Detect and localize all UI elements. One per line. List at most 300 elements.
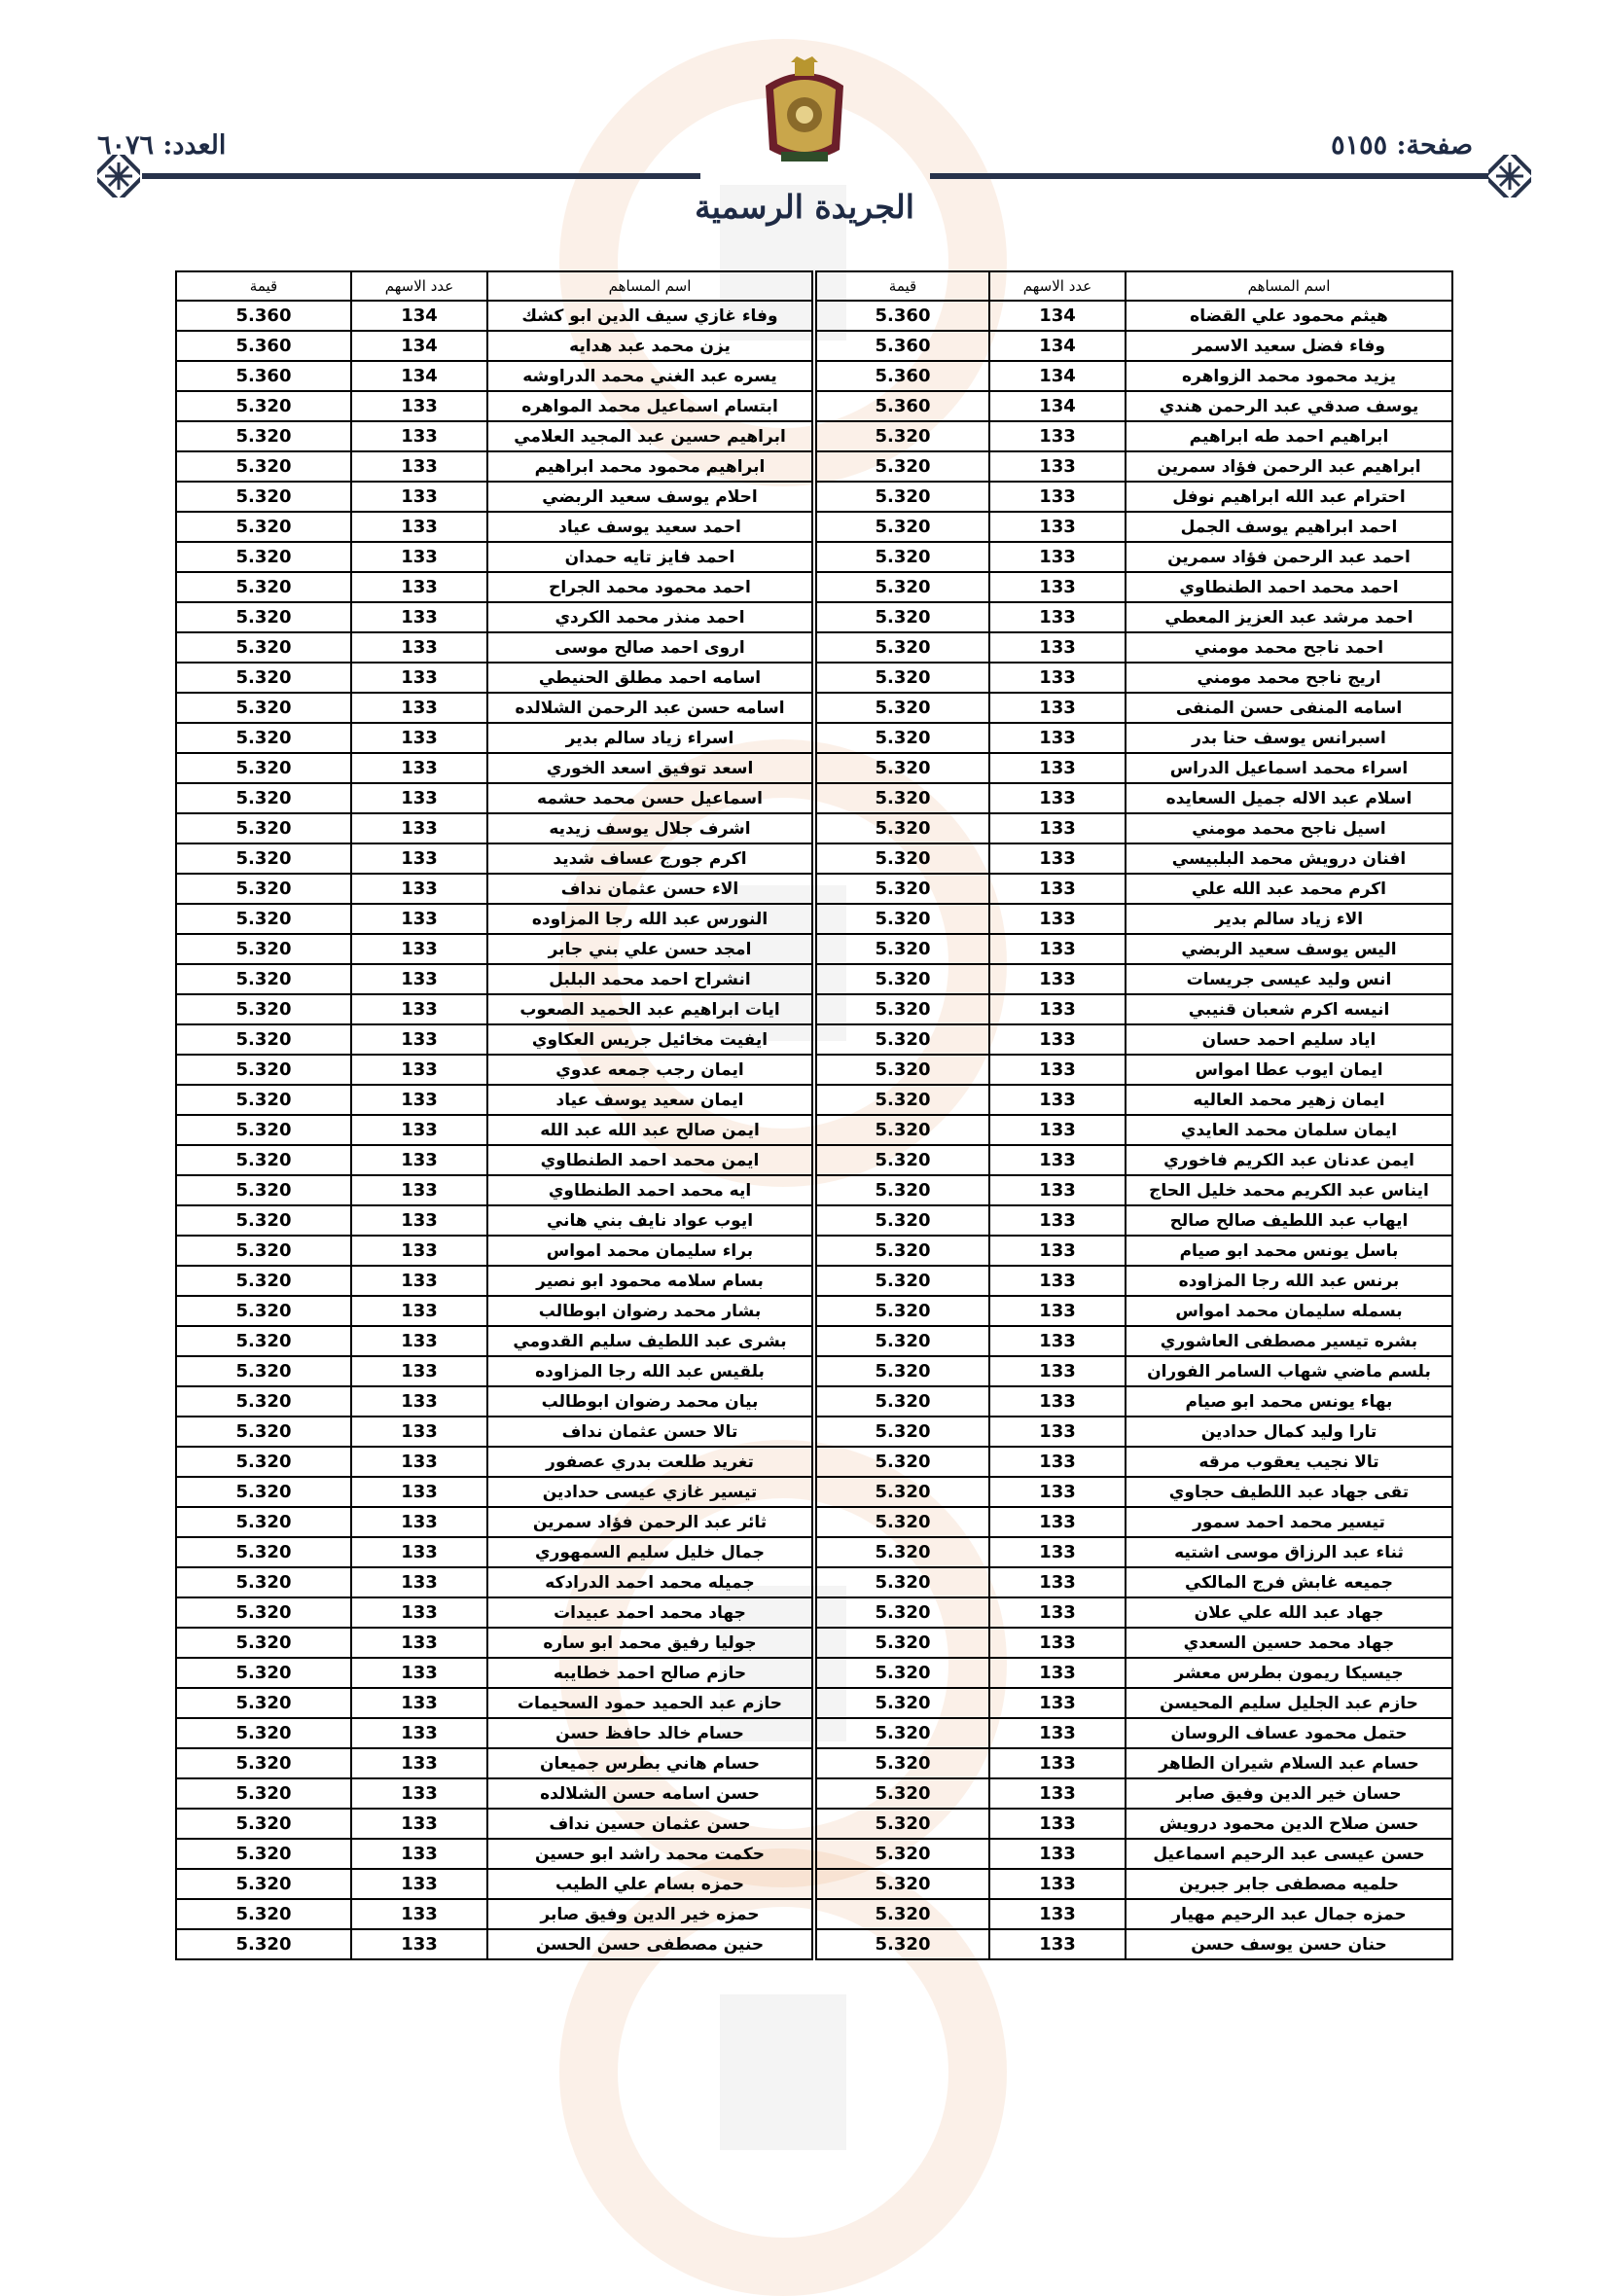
- shareholder-name-cell: حسام خالد حافظ حسن: [487, 1718, 814, 1748]
- share-value-cell: 5.320: [814, 1869, 989, 1899]
- share-count-cell: 133: [351, 663, 487, 693]
- share-value-cell: 5.320: [814, 1718, 989, 1748]
- share-value-cell: 5.320: [176, 1085, 351, 1115]
- share-value-cell: 5.320: [814, 1507, 989, 1537]
- shareholder-name-cell: حسام هاني بطرس جميعان: [487, 1748, 814, 1778]
- share-value-cell: 5.320: [176, 1055, 351, 1085]
- shareholder-name-cell: حمزه بسام علي الطيب: [487, 1869, 814, 1899]
- share-count-cell: 133: [989, 1236, 1126, 1266]
- share-count-cell: 133: [351, 1356, 487, 1386]
- share-count-cell: 133: [989, 482, 1126, 512]
- shareholder-name-cell: ايات ابراهيم عبد الحميد الصعوب: [487, 994, 814, 1024]
- table-row: [176, 1205, 1452, 1236]
- header-rule-right: [930, 173, 1488, 179]
- shareholder-name-cell: بلسم ماضي شهاب السامر الفوران: [1126, 1356, 1452, 1386]
- share-count-cell: 133: [351, 1145, 487, 1175]
- shareholder-name-cell: النورس عبد الله رجا المزاوده: [487, 904, 814, 934]
- share-count-cell: 133: [989, 904, 1126, 934]
- shareholder-name-cell: براء سليمان محمد امواس: [487, 1236, 814, 1266]
- shareholder-name-cell: حسام عبد السلام شيران الطاهر: [1126, 1748, 1452, 1778]
- shareholder-name-cell: جهاد عبد الله علي علان: [1126, 1597, 1452, 1628]
- share-value-cell: 5.320: [176, 1145, 351, 1175]
- share-count-cell: 133: [989, 512, 1126, 542]
- share-value-cell: 5.320: [814, 1688, 989, 1718]
- share-count-cell: 133: [351, 1507, 487, 1537]
- column-header-name: اسم المساهم: [1126, 271, 1452, 301]
- table-row: [176, 1688, 1452, 1718]
- share-value-cell: 5.320: [176, 1115, 351, 1145]
- share-count-cell: 134: [351, 331, 487, 361]
- shareholder-name-cell: باسل يونس محمد ابو صيام: [1126, 1236, 1452, 1266]
- table-row: [176, 1266, 1452, 1296]
- shareholder-name-cell: حمزه خير الدين وفيق صابر: [487, 1899, 814, 1929]
- share-value-cell: 5.320: [176, 1748, 351, 1778]
- share-value-cell: 5.320: [814, 1296, 989, 1326]
- share-value-cell: 5.320: [176, 1205, 351, 1236]
- share-value-cell: 5.320: [176, 512, 351, 542]
- share-count-cell: 133: [989, 1386, 1126, 1417]
- shareholder-name-cell: انيسه اكرم شعبان قنيبي: [1126, 994, 1452, 1024]
- share-value-cell: 5.320: [176, 1929, 351, 1959]
- share-count-cell: 133: [351, 693, 487, 723]
- table-row: [176, 1839, 1452, 1869]
- share-value-cell: 5.320: [176, 1839, 351, 1869]
- share-count-cell: 133: [351, 994, 487, 1024]
- shareholder-name-cell: اروى احمد صالح موسى: [487, 632, 814, 663]
- share-count-cell: 133: [989, 1417, 1126, 1447]
- share-value-cell: 5.360: [176, 301, 351, 331]
- issue-number-label: العدد: ٦٠٧٦: [97, 130, 227, 161]
- share-count-cell: 133: [351, 1085, 487, 1115]
- share-count-cell: 133: [989, 1567, 1126, 1597]
- share-count-cell: 133: [351, 934, 487, 964]
- share-count-cell: 133: [351, 1597, 487, 1628]
- shareholder-name-cell: اسلام عبد الاله جميل السعايده: [1126, 783, 1452, 813]
- table-row: [176, 693, 1452, 723]
- share-value-cell: 5.320: [176, 1386, 351, 1417]
- share-count-cell: 133: [989, 1809, 1126, 1839]
- shareholder-name-cell: بشار محمد رضوان ابوطالب: [487, 1296, 814, 1326]
- share-count-cell: 133: [351, 1447, 487, 1477]
- shareholder-name-cell: حازم عبد الحميد حمود السحيمات: [487, 1688, 814, 1718]
- share-count-cell: 133: [989, 843, 1126, 874]
- shareholder-name-cell: امجد حسن علي بني جابر: [487, 934, 814, 964]
- shareholder-name-cell: احمد مرشد عبد العزيز المعطي: [1126, 602, 1452, 632]
- shareholder-name-cell: اسبرانس يوسف حنا بدر: [1126, 723, 1452, 753]
- share-value-cell: 5.360: [814, 391, 989, 421]
- share-value-cell: 5.320: [814, 542, 989, 572]
- shareholder-name-cell: اسماعيل حسن محمد حشمه: [487, 783, 814, 813]
- share-count-cell: 133: [351, 1658, 487, 1688]
- table-row: [176, 1748, 1452, 1778]
- shareholder-name-cell: اسيل ناجح محمد مومني: [1126, 813, 1452, 843]
- table-row: [176, 1115, 1452, 1145]
- share-count-cell: 133: [989, 1296, 1126, 1326]
- table-row: [176, 1477, 1452, 1507]
- shareholder-name-cell: تغريد طلعت بدري عصفور: [487, 1447, 814, 1477]
- share-count-cell: 133: [351, 1718, 487, 1748]
- table-row: [176, 301, 1452, 331]
- shareholder-name-cell: ايمان ايوب عطا امواس: [1126, 1055, 1452, 1085]
- table-row: [176, 632, 1452, 663]
- share-value-cell: 5.360: [814, 331, 989, 361]
- share-value-cell: 5.320: [814, 1899, 989, 1929]
- shareholder-name-cell: الاء حسن عثمان نداف: [487, 874, 814, 904]
- share-count-cell: 133: [351, 1567, 487, 1597]
- share-count-cell: 133: [989, 1507, 1126, 1537]
- share-count-cell: 133: [351, 843, 487, 874]
- table-row: [176, 1658, 1452, 1688]
- shareholder-name-cell: ايهاب عبد اللطيف صالح صالح: [1126, 1205, 1452, 1236]
- share-count-cell: 133: [351, 1326, 487, 1356]
- shareholder-name-cell: ايناس عبد الكريم محمد خليل الحاج: [1126, 1175, 1452, 1205]
- shareholder-name-cell: ايمان سلمان محمد العايدي: [1126, 1115, 1452, 1145]
- shareholder-name-cell: يسره عبد الغني محمد الدراوشه: [487, 361, 814, 391]
- shareholder-name-cell: اليس يوسف سعيد الربضي: [1126, 934, 1452, 964]
- share-value-cell: 5.320: [814, 904, 989, 934]
- share-count-cell: 133: [989, 1205, 1126, 1236]
- share-count-cell: 133: [351, 1055, 487, 1085]
- share-count-cell: 133: [989, 1537, 1126, 1567]
- shareholder-name-cell: اسامه المنفى حسن المنفى: [1126, 693, 1452, 723]
- shareholder-name-cell: تيسير محمد احمد سمور: [1126, 1507, 1452, 1537]
- shareholder-name-cell: جوليا رفيق محمد ابو ساره: [487, 1628, 814, 1658]
- table-row: [176, 1356, 1452, 1386]
- shareholder-name-cell: احمد محمد احمد الطنطاوي: [1126, 572, 1452, 602]
- table-row: [176, 1567, 1452, 1597]
- share-value-cell: 5.320: [814, 1386, 989, 1417]
- share-value-cell: 5.320: [814, 632, 989, 663]
- share-count-cell: 133: [989, 1447, 1126, 1477]
- table-row: [176, 451, 1452, 482]
- share-count-cell: 133: [351, 1175, 487, 1205]
- share-count-cell: 133: [989, 572, 1126, 602]
- share-count-cell: 133: [989, 1085, 1126, 1115]
- shareholder-name-cell: حمزه جمال عبد الرحيم مهيار: [1126, 1899, 1452, 1929]
- shareholder-name-cell: جهاد محمد احمد عبيدات: [487, 1597, 814, 1628]
- shareholder-name-cell: ثناء عبد الرزاق موسى اشتيه: [1126, 1537, 1452, 1567]
- share-value-cell: 5.320: [176, 1567, 351, 1597]
- share-count-cell: 133: [351, 1929, 487, 1959]
- column-header-shares: عدد الاسهم: [989, 271, 1126, 301]
- shareholder-name-cell: حلميه مصطفى جابر جبرين: [1126, 1869, 1452, 1899]
- shareholder-name-cell: يزن محمد عبد هدايه: [487, 331, 814, 361]
- shareholder-name-cell: تالا نجيب يعقوب مرقه: [1126, 1447, 1452, 1477]
- table-row: [176, 602, 1452, 632]
- share-count-cell: 133: [989, 1839, 1126, 1869]
- shareholder-name-cell: تارا وليد كمال حدادين: [1126, 1417, 1452, 1447]
- shareholder-name-cell: احمد محمود محمد الجراح: [487, 572, 814, 602]
- column-header-name: اسم المساهم: [487, 271, 814, 301]
- shareholder-name-cell: اسراء زياد سالم بدير: [487, 723, 814, 753]
- table-row: [176, 1809, 1452, 1839]
- share-count-cell: 133: [351, 783, 487, 813]
- shareholder-name-cell: اكرم محمد عبد الله علي: [1126, 874, 1452, 904]
- table-row: [176, 1447, 1452, 1477]
- share-value-cell: 5.320: [814, 1145, 989, 1175]
- share-value-cell: 5.320: [176, 813, 351, 843]
- shareholder-name-cell: حسن عثمان حسين نداف: [487, 1809, 814, 1839]
- share-count-cell: 133: [989, 1175, 1126, 1205]
- share-count-cell: 133: [351, 1386, 487, 1417]
- table-row: [176, 1899, 1452, 1929]
- shareholder-name-cell: الاء زياد سالم بدير: [1126, 904, 1452, 934]
- shareholder-name-cell: تقى جهاد عبد اللطيف حجاوي: [1126, 1477, 1452, 1507]
- share-count-cell: 133: [351, 542, 487, 572]
- shareholder-name-cell: انس وليد عيسى جريسات: [1126, 964, 1452, 994]
- table-row: [176, 723, 1452, 753]
- table-row: [176, 361, 1452, 391]
- share-count-cell: 133: [989, 451, 1126, 482]
- share-value-cell: 5.320: [176, 1266, 351, 1296]
- share-count-cell: 133: [989, 1326, 1126, 1356]
- shareholder-name-cell: ابتسام اسماعيل محمد المواهره: [487, 391, 814, 421]
- share-value-cell: 5.320: [176, 451, 351, 482]
- shareholder-name-cell: ايه محمد احمد الطنطاوي: [487, 1175, 814, 1205]
- share-count-cell: 133: [989, 1597, 1126, 1628]
- table-row: [176, 482, 1452, 512]
- share-value-cell: 5.320: [176, 1597, 351, 1628]
- share-count-cell: 133: [989, 753, 1126, 783]
- share-count-cell: 133: [351, 753, 487, 783]
- share-count-cell: 133: [989, 542, 1126, 572]
- table-row: [176, 421, 1452, 451]
- shareholder-name-cell: اسامه حسن عبد الرحمن الشلالده: [487, 693, 814, 723]
- share-value-cell: 5.320: [814, 1236, 989, 1266]
- share-value-cell: 5.320: [814, 1024, 989, 1055]
- share-value-cell: 5.320: [814, 1748, 989, 1778]
- share-count-cell: 133: [989, 1718, 1126, 1748]
- table-row: [176, 1055, 1452, 1085]
- table-row: [176, 1085, 1452, 1115]
- share-value-cell: 5.320: [176, 602, 351, 632]
- share-count-cell: 133: [989, 1055, 1126, 1085]
- share-count-cell: 133: [351, 1839, 487, 1869]
- table-row: [176, 1537, 1452, 1567]
- shareholder-name-cell: احمد فايز تايه حمدان: [487, 542, 814, 572]
- shareholder-name-cell: حازم صالح احمد خطايبه: [487, 1658, 814, 1688]
- header-rule-left: [142, 173, 700, 179]
- table-row: [176, 1597, 1452, 1628]
- share-value-cell: 5.320: [176, 1718, 351, 1748]
- share-count-cell: 133: [351, 1748, 487, 1778]
- shareholder-name-cell: اريج ناجح محمد مومني: [1126, 663, 1452, 693]
- share-count-cell: 133: [351, 602, 487, 632]
- table-row: [176, 1145, 1452, 1175]
- share-count-cell: 133: [351, 1628, 487, 1658]
- share-count-cell: 133: [989, 813, 1126, 843]
- share-value-cell: 5.320: [176, 1809, 351, 1839]
- table-row: [176, 331, 1452, 361]
- share-value-cell: 5.320: [176, 1477, 351, 1507]
- shareholder-name-cell: جهاد محمد حسين السعدي: [1126, 1628, 1452, 1658]
- shareholder-name-cell: حسان خير الدين وفيق صابر: [1126, 1778, 1452, 1809]
- share-value-cell: 5.320: [176, 1869, 351, 1899]
- share-count-cell: 133: [989, 1778, 1126, 1809]
- share-count-cell: 133: [989, 1899, 1126, 1929]
- share-count-cell: 133: [989, 874, 1126, 904]
- share-value-cell: 5.320: [814, 1115, 989, 1145]
- table-row: [176, 783, 1452, 813]
- column-header-shares: عدد الاسهم: [351, 271, 487, 301]
- table-row: [176, 904, 1452, 934]
- shareholder-name-cell: ايمان سعيد يوسف عياد: [487, 1085, 814, 1115]
- share-value-cell: 5.320: [814, 964, 989, 994]
- share-count-cell: 133: [989, 723, 1126, 753]
- share-value-cell: 5.320: [814, 1205, 989, 1236]
- table-row: [176, 1929, 1452, 1959]
- share-count-cell: 133: [989, 602, 1126, 632]
- share-count-cell: 133: [989, 1356, 1126, 1386]
- share-count-cell: 134: [351, 301, 487, 331]
- share-value-cell: 5.320: [814, 874, 989, 904]
- jordan-coat-of-arms-icon: [752, 56, 857, 171]
- share-count-cell: 133: [989, 1869, 1126, 1899]
- share-value-cell: 5.360: [176, 331, 351, 361]
- share-count-cell: 133: [989, 632, 1126, 663]
- share-value-cell: 5.320: [176, 1447, 351, 1477]
- share-value-cell: 5.320: [814, 783, 989, 813]
- table-row: [176, 1326, 1452, 1356]
- share-value-cell: 5.360: [814, 361, 989, 391]
- share-value-cell: 5.320: [176, 1356, 351, 1386]
- share-count-cell: 133: [351, 1236, 487, 1266]
- shareholder-name-cell: جميله محمد احمد الدرادكه: [487, 1567, 814, 1597]
- share-value-cell: 5.320: [176, 1175, 351, 1205]
- share-value-cell: 5.320: [176, 632, 351, 663]
- table-row: [176, 1175, 1452, 1205]
- share-count-cell: 133: [989, 663, 1126, 693]
- share-value-cell: 5.320: [814, 572, 989, 602]
- share-value-cell: 5.320: [814, 1537, 989, 1567]
- shareholder-name-cell: ابراهيم حسين عبد المجيد العلامي: [487, 421, 814, 451]
- share-value-cell: 5.320: [176, 1417, 351, 1447]
- table-row: [176, 753, 1452, 783]
- share-value-cell: 5.320: [176, 1778, 351, 1809]
- share-value-cell: 5.320: [814, 994, 989, 1024]
- table-row: [176, 542, 1452, 572]
- share-count-cell: 133: [351, 1477, 487, 1507]
- share-value-cell: 5.320: [176, 1236, 351, 1266]
- table-row: [176, 1417, 1452, 1447]
- share-count-cell: 133: [351, 1899, 487, 1929]
- share-count-cell: 133: [351, 451, 487, 482]
- shareholder-name-cell: ايمن عدنان عبد الكريم فاخوري: [1126, 1145, 1452, 1175]
- shareholder-name-cell: اياد سليم احمد حسان: [1126, 1024, 1452, 1055]
- table-row: [176, 1778, 1452, 1809]
- shareholder-name-cell: انشراح احمد محمد البلبل: [487, 964, 814, 994]
- table-header-row: [176, 271, 1452, 301]
- table-row: [176, 1386, 1452, 1417]
- share-value-cell: 5.320: [814, 451, 989, 482]
- share-value-cell: 5.320: [176, 1537, 351, 1567]
- share-value-cell: 5.320: [176, 874, 351, 904]
- share-count-cell: 133: [989, 964, 1126, 994]
- shareholder-name-cell: حنان حسن يوسف حسن: [1126, 1929, 1452, 1959]
- page-number-label: صفحة: ٥١٥٥: [1331, 130, 1473, 161]
- share-value-cell: 5.320: [176, 723, 351, 753]
- share-count-cell: 133: [351, 1024, 487, 1055]
- share-count-cell: 133: [351, 1296, 487, 1326]
- shareholder-name-cell: بسام سلامه محمود ابو نصير: [487, 1266, 814, 1296]
- share-value-cell: 5.320: [176, 904, 351, 934]
- table-row: [176, 1628, 1452, 1658]
- share-count-cell: 133: [989, 934, 1126, 964]
- share-value-cell: 5.320: [176, 1296, 351, 1326]
- share-count-cell: 133: [989, 421, 1126, 451]
- share-value-cell: 5.320: [176, 994, 351, 1024]
- share-value-cell: 5.320: [814, 1356, 989, 1386]
- share-count-cell: 133: [351, 482, 487, 512]
- share-value-cell: 5.320: [814, 693, 989, 723]
- share-count-cell: 133: [989, 1115, 1126, 1145]
- share-count-cell: 133: [351, 1537, 487, 1567]
- share-count-cell: 133: [351, 512, 487, 542]
- share-value-cell: 5.320: [176, 1688, 351, 1718]
- shareholder-name-cell: حكمت محمد راشد ابو حسين: [487, 1839, 814, 1869]
- shareholder-name-cell: جمال خليل سليم السمهوري: [487, 1537, 814, 1567]
- shareholder-name-cell: ثائر عبد الرحمن فؤاد سمرين: [487, 1507, 814, 1537]
- shareholder-name-cell: ابراهيم احمد طه ابراهيم: [1126, 421, 1452, 451]
- table-row: [176, 1296, 1452, 1326]
- table-row: [176, 1024, 1452, 1055]
- shareholder-name-cell: اسعد توفيق اسعد الخوري: [487, 753, 814, 783]
- table-row: [176, 1507, 1452, 1537]
- share-value-cell: 5.320: [814, 482, 989, 512]
- shareholder-name-cell: اشرف جلال يوسف زيديه: [487, 813, 814, 843]
- shareholder-name-cell: ابراهيم محمود محمد ابراهيم: [487, 451, 814, 482]
- shareholder-name-cell: احمد ناجح محمد مومني: [1126, 632, 1452, 663]
- table-row: [176, 572, 1452, 602]
- share-value-cell: 5.320: [814, 1929, 989, 1959]
- share-count-cell: 133: [351, 632, 487, 663]
- share-count-cell: 133: [351, 1115, 487, 1145]
- share-value-cell: 5.320: [176, 1326, 351, 1356]
- share-count-cell: 133: [351, 904, 487, 934]
- shareholder-name-cell: بسمله سليمان محمد امواس: [1126, 1296, 1452, 1326]
- shareholder-name-cell: ايفيت مخائيل جريس العكاوي: [487, 1024, 814, 1055]
- share-count-cell: 133: [351, 964, 487, 994]
- share-value-cell: 5.320: [814, 1567, 989, 1597]
- share-value-cell: 5.320: [814, 421, 989, 451]
- share-count-cell: 133: [989, 783, 1126, 813]
- shareholder-name-cell: وفاء غازي سيف الدين ابو كشك: [487, 301, 814, 331]
- share-value-cell: 5.320: [176, 693, 351, 723]
- share-value-cell: 5.320: [814, 1778, 989, 1809]
- table-row: [176, 843, 1452, 874]
- share-count-cell: 133: [989, 1024, 1126, 1055]
- share-value-cell: 5.320: [814, 813, 989, 843]
- shareholder-name-cell: تالا حسن عثمان نداف: [487, 1417, 814, 1447]
- share-value-cell: 5.320: [176, 783, 351, 813]
- share-value-cell: 5.320: [176, 391, 351, 421]
- shareholder-name-cell: اكرم جورج عساف شديد: [487, 843, 814, 874]
- shareholder-name-cell: حسن صلاح الدين محمود درويش: [1126, 1809, 1452, 1839]
- shareholder-name-cell: ايمن صالح عبد الله عبد الله: [487, 1115, 814, 1145]
- share-count-cell: 133: [989, 1145, 1126, 1175]
- table-row: [176, 391, 1452, 421]
- share-value-cell: 5.320: [814, 1809, 989, 1839]
- share-count-cell: 133: [351, 723, 487, 753]
- share-value-cell: 5.320: [814, 1447, 989, 1477]
- table-row: [176, 994, 1452, 1024]
- share-value-cell: 5.320: [176, 421, 351, 451]
- share-count-cell: 134: [989, 361, 1126, 391]
- shareholder-name-cell: احلام يوسف سعيد الربضي: [487, 482, 814, 512]
- table-row: [176, 813, 1452, 843]
- column-header-value: قيمة: [176, 271, 351, 301]
- share-count-cell: 133: [989, 1658, 1126, 1688]
